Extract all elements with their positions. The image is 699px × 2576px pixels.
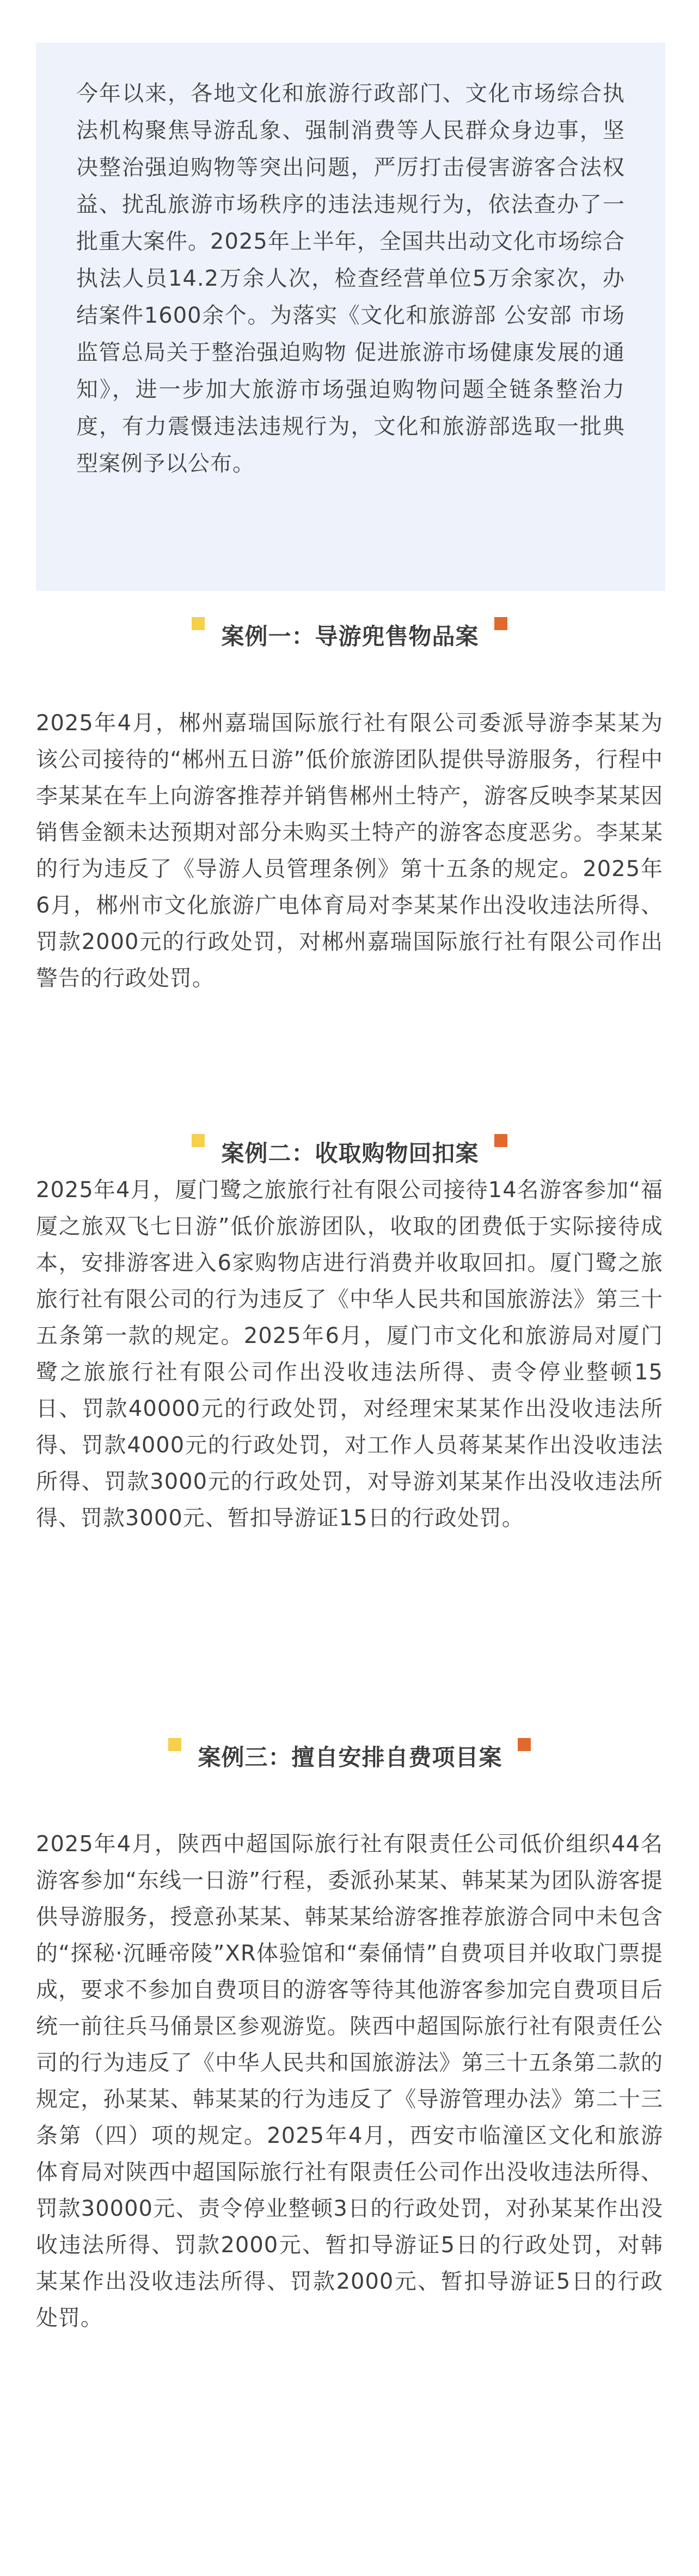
case-3-title: 案例三：擅自安排自费项目案 <box>198 1744 502 1771</box>
intro-paragraph: 今年以来，各地文化和旅游行政部门、文化市场综合执法机构聚焦导游乱象、强制消费等人民群众身边事，坚决整治强迫购物等突出问题，严厉打击侵害游客合法权益、扰乱旅游市场秩序的违法违规行为，依法查办了一批重大案件。2025年上半年，全国共出动文化市场综合执法人员14.2万余人次，检查经营单位5万余家次，办结案件1600余个。为落实《文化和旅游部 公安部 市场监管总局关于整治强迫购物 促进旅游市场健康发展的通知》，进一步加大旅游市场强迫购物问题全链条整治力度，有力震慑违法违规行为，文化和旅游部选取一批典型案例予以公布。 <box>76 81 625 476</box>
case-1-title: 案例一：导游兜售物品案 <box>221 623 479 650</box>
orange-square-icon <box>518 1738 531 1751</box>
intro-box <box>36 42 665 591</box>
orange-square-icon <box>494 1134 507 1147</box>
yellow-square-icon <box>192 617 205 630</box>
case-2-title: 案例二：收取购物回扣案 <box>221 1140 479 1167</box>
case-1-body: 2025年4月，郴州嘉瑞国际旅行社有限公司委派导游李某某为该公司接待的“郴州五日游”低价旅游团队提供导游服务，行程中李某某在车上向游客推荐并销售郴州土特产，游客反映李某某因销售金额未达预期对部分未购买土特产的游客态度恶劣。李某某的行为违反了《导游人员管理条例》第十五条的规定。2025年6月，郴州市文化旅游广电体育局对李某某作出没收违法所得、罚款2000元的行政处罚，对郴州嘉瑞国际旅行社有限公司作出警告的行政处罚。 <box>36 711 663 991</box>
case-3-heading <box>0 1736 699 1774</box>
orange-square-icon <box>494 617 507 630</box>
case-2-heading <box>0 1132 699 1170</box>
yellow-square-icon <box>192 1134 205 1147</box>
yellow-square-icon <box>168 1738 181 1751</box>
case-1-heading <box>0 615 699 653</box>
case-2-body: 2025年4月，厦门鹭之旅旅行社有限公司接待14名游客参加“福厦之旅双飞七日游”低价旅游团队，收取的团费低于实际接待成本，安排游客进入6家购物店进行消费并收取回扣。厦门鹭之旅旅行社有限公司的行为违反了《中华人民共和国旅游法》第三十五条第一款的规定。2025年6月，厦门市文化和旅游局对厦门鹭之旅旅行社有限公司作出没收违法所得、责令停业整顿15日、罚款40000元的行政处罚，对经理宋某某作出没收违法所得、罚款4000元的行政处罚，对工作人员蒋某某作出没收违法所得、罚款3000元的行政处罚，对导游刘某某作出没收违法所得、罚款3000元、暂扣导游证15日的行政处罚。 <box>36 1178 663 1531</box>
case-3-body: 2025年4月，陕西中超国际旅行社有限责任公司低价组织44名游客参加“东线一日游”行程，委派孙某某、韩某某为团队游客提供导游服务，授意孙某某、韩某某给游客推荐旅游合同中未包含的“探秘·沉睡帝陵”XR体验馆和“秦俑情”自费项目并收取门票提成，要求不参加自费项目的游客等待其他游客参加完自费项目后统一前往兵马俑景区参观游览。陕西中超国际旅行社有限责任公司的行为违反了《中华人民共和国旅游法》第三十五条第二款的规定，孙某某、韩某某的行为违反了《导游管理办法》第二十三条第（四）项的规定。2025年4月，西安市临潼区文化和旅游体育局对陕西中超国际旅行社有限责任公司作出没收违法所得、罚款30000元、责令停业整顿3日的行政处罚，对孙某某作出没收违法所得、罚款2000元、暂扣导游证5日的行政处罚，对韩某某作出没收违法所得、罚款2000元、暂扣导游证5日的行政处罚。 <box>36 1832 663 2331</box>
